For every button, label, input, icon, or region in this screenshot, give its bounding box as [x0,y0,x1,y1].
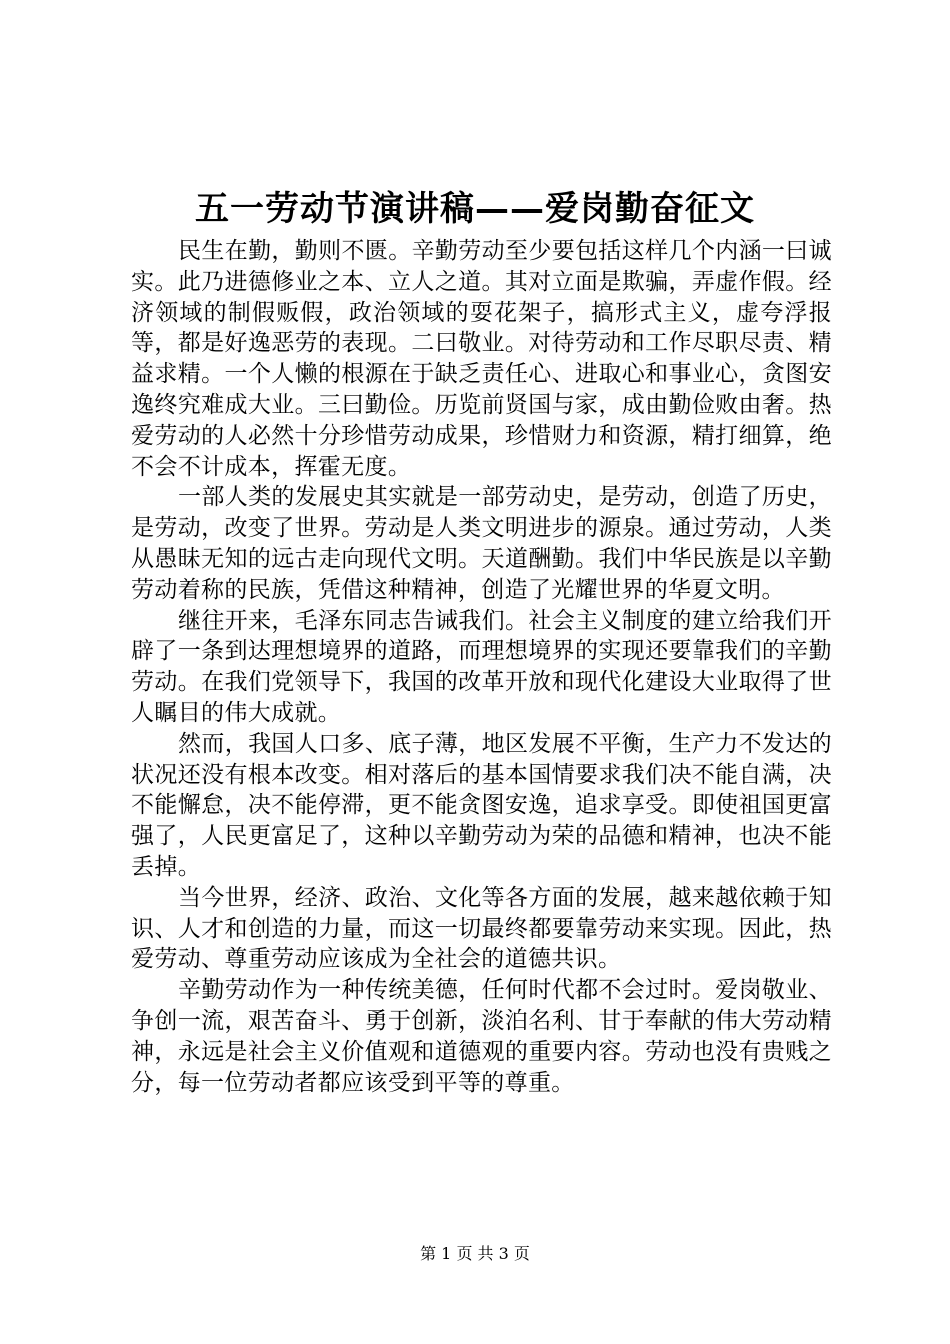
paragraph-3: 继往开来，毛泽东同志告诫我们。社会主义制度的建立给我们开辟了一条到达理想境界的道路，而理想境界的实现还要靠我们的辛勤劳动。在我们党领导下，我国的改革开放和现代化建设大业取得了世人瞩目的伟大成就。 [131,607,832,726]
paragraph-4: 然而，我国人口多、底子薄，地区发展不平衡，生产力不发达的状况还没有根本改变。相对落后的基本国情要求我们决不能自满，决不能懈怠，决不能停滞，更不能贪图安逸，追求享受。即使祖国更富强了，人民更富足了，这种以辛勤劳动为荣的品德和精神，也决不能丢掉。 [131,730,832,880]
page-footer: 第 1 页 共 3 页 [420,1244,530,1263]
document-title: 五一劳动节演讲稿——爱岗勤奋征文 [195,189,755,229]
document-body [131,236,832,1098]
paragraph-5: 当今世界，经济、政治、文化等各方面的发展，越来越依赖于知识、人才和创造的力量，而这一切最终都要靠劳动来实现。因此，热爱劳动、尊重劳动应该成为全社会的道德共识。 [131,884,832,973]
paragraph-2: 一部人类的发展史其实就是一部劳动史，是劳动，创造了历史，是劳动，改变了世界。劳动是人类文明进步的源泉。通过劳动，人类从愚昧无知的远古走向现代文明。天道酬勤。我们中华民族是以辛勤劳动着称的民族，凭借这种精神，创造了光耀世界的华夏文明。 [131,484,832,603]
paragraph-6: 辛勤劳动作为一种传统美德，任何时代都不会过时。爱岗敬业、争创一流，艰苦奋斗、勇于创新，淡泊名利、甘于奉献的伟大劳动精神，永远是社会主义价值观和道德观的重要内容。劳动也没有贵贱之分，每一位劳动者都应该受到平等的尊重。 [131,977,832,1096]
paragraph-1: 民生在勤，勤则不匮。辛勤劳动至少要包括这样几个内涵一曰诚实。此乃进德修业之本、立人之道。其对立面是欺骗，弄虚作假。经济领域的制假贩假，政治领域的耍花架子，搞形式主义，虚夸浮报等，都是好逸恶劳的表现。二曰敬业。对待劳动和工作尽职尽责、精益求精。一个人懒的根源在于缺乏责任心、进取心和事业心，贪图安逸终究难成大业。三曰勤俭。历览前贤国与家，成由勤俭败由奢。热爱劳动的人必然十分珍惜劳动成果，珍惜财力和资源，精打细算，绝不会不计成本，挥霍无度。 [131,238,832,480]
